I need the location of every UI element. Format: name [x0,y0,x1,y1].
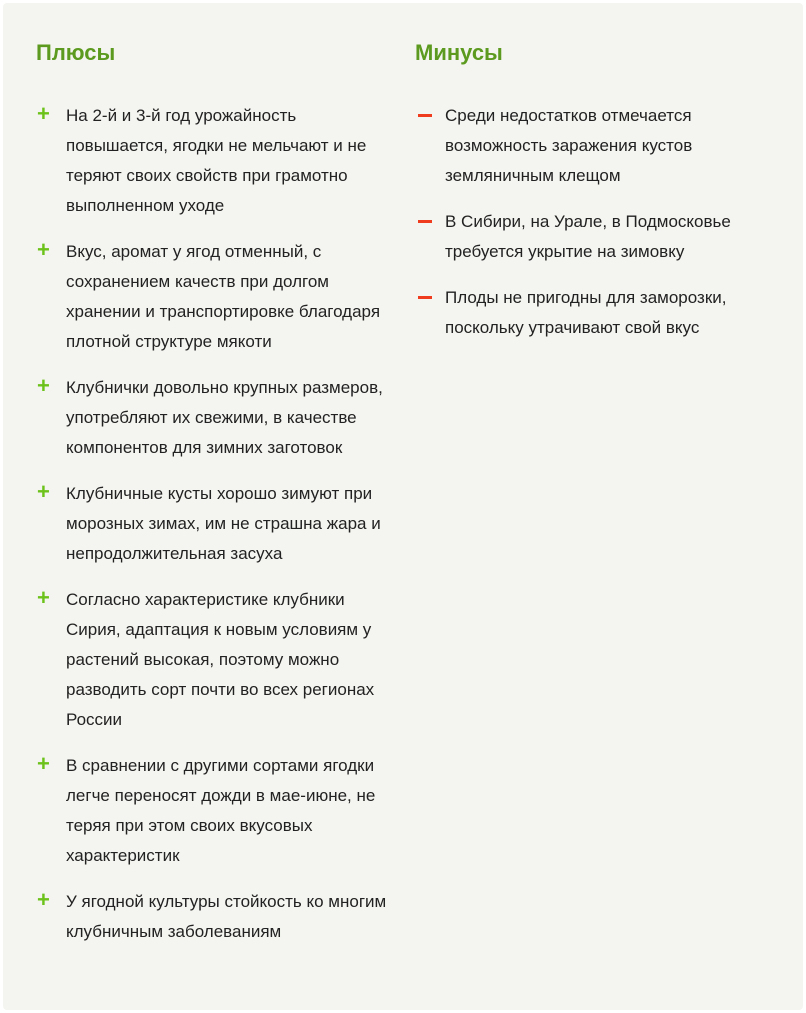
minus-icon [418,220,432,223]
cons-heading: Минусы [415,40,503,65]
pros-item [36,237,398,357]
plus-icon: + [37,585,50,610]
pros-column [36,39,398,963]
plus-icon: + [37,237,50,262]
plus-icon: + [37,887,50,912]
minus-icon [418,296,432,299]
pros-list [36,101,398,947]
item-text: Клубничные кусты хорошо зимуют при морозных зимах, им не страшна жара и непродолжительная засуха [66,484,381,563]
item-text: На 2-й и 3-й год урожайность повышается, ягодки не мельчают и не теряют своих свойств при грамотно выполненном уходе [66,106,367,215]
cons-item [415,283,777,343]
plus-icon: + [37,101,50,126]
item-text: Среди недостатков отмечается возможность заражения кустов земляничным клещом [445,106,693,185]
pros-cons-card [3,3,803,1010]
item-text: В Сибири, на Урале, в Подмосковье требуется укрытие на зимовку [445,212,731,261]
pros-item [36,479,398,569]
pros-item [36,373,398,463]
pros-item [36,887,398,947]
cons-item [415,207,777,267]
pros-heading: Плюсы [36,40,116,65]
item-text: Вкус, аромат у ягод отменный, с сохранением качеств при долгом хранении и транспортировке благодаря плотной структуре мякоти [66,242,381,351]
item-text: У ягодной культуры стойкость ко многим клубничным заболеваниям [66,892,387,941]
plus-icon: + [37,751,50,776]
cons-list [415,101,777,343]
plus-icon: + [37,479,50,504]
plus-icon: + [37,373,50,398]
item-text: Согласно характеристике клубники Сирия, адаптация к новым условиям у растений высокая, поэтому можно разводить сорт почти во всех регионах России [66,590,375,729]
pros-item [36,751,398,871]
item-text: В сравнении с другими сортами ягодки легче переносят дожди в мае-июне, не теряя при этом своих вкусовых характеристик [66,756,376,865]
minus-icon [418,114,432,117]
pros-item [36,585,398,735]
pros-item [36,101,398,221]
cons-item [415,101,777,191]
item-text: Клубнички довольно крупных размеров, употребляют их свежими, в качестве компонентов для зимних заготовок [66,378,383,457]
item-text: Плоды не пригодны для заморозки, поскольку утрачивают свой вкус [445,288,727,337]
cons-column [415,39,777,359]
